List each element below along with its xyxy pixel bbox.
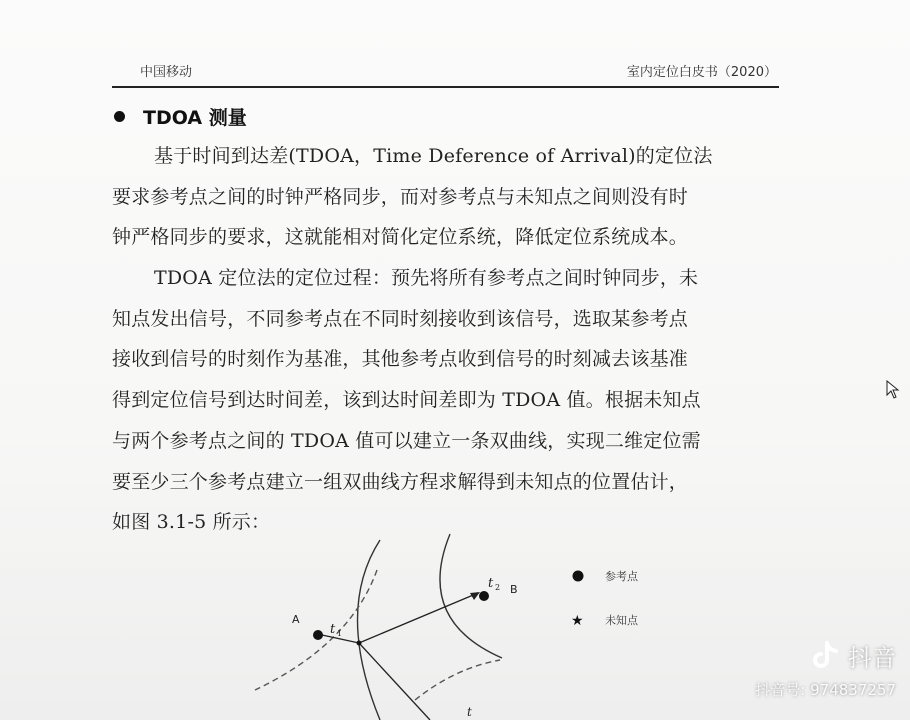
reference-point-a	[313, 630, 323, 640]
paragraph-2-line: 知点发出信号，不同参考点在不同时刻接收到该信号，选取某参考点	[112, 307, 689, 330]
signal-line-down	[359, 643, 430, 720]
point-a-label: A	[292, 613, 300, 626]
legend-reference-point-icon	[573, 571, 584, 582]
paragraph-2-line: 得到定位信号到达时间差，该到达时间差即为 TDOA 值。根据未知点	[112, 389, 701, 412]
tdoa-hyperbola-figure	[230, 530, 690, 720]
signal-line-to-b	[359, 593, 478, 643]
hyperbola-arc-left	[358, 540, 381, 720]
header-organization: 中国移动	[140, 65, 193, 80]
watermark-account-id: 抖音号: 974837257	[755, 681, 896, 699]
t2-label: t	[488, 576, 494, 591]
point-b-label: B	[510, 583, 518, 596]
section-title: TDOA 测量	[143, 106, 247, 129]
legend-unknown-label: 未知点	[605, 614, 638, 627]
paragraph-2-line: 如图 3.1-5 所示：	[112, 511, 271, 534]
legend-reference-label: 参考点	[605, 570, 638, 583]
t1-label: t	[330, 622, 336, 637]
section-heading	[112, 102, 247, 130]
mouse-cursor-icon	[886, 380, 900, 400]
paragraph-2-line: 要至少三个参考点建立一组双曲线方程求解得到未知点的位置估计，	[112, 470, 689, 493]
unknown-point	[357, 641, 362, 646]
reference-point-b	[479, 591, 489, 601]
t1-subscript: 1	[337, 629, 343, 638]
watermark-brand: 抖音	[848, 644, 896, 672]
paragraph-2-line: 与两个参考点之间的 TDOA 值可以建立一条双曲线，实现二维定位需	[112, 429, 701, 452]
body-text	[112, 136, 780, 543]
hyperbola-dashed-arc-bottom	[415, 660, 500, 700]
bullet-icon	[114, 111, 125, 122]
paragraph-2-line: 接收到信号的时刻作为基准，其他参考点收到信号的时刻减去该基准	[112, 348, 689, 371]
t3-label: t	[467, 705, 472, 719]
paragraph-1-line: 基于时间到达差(TDOA，Time Deference of Arrival)的定位法	[154, 145, 713, 167]
video-watermark	[755, 638, 896, 700]
hyperbola-dashed-arc-left	[255, 570, 377, 690]
paragraph-1-line: 钟严格同步的要求，这就能相对简化定位系统，降低定位系统成本。	[112, 226, 689, 249]
douyin-logo-icon	[808, 639, 842, 673]
paragraph-2-line: TDOA 定位法的定位过程：预先将所有参考点之间时钟同步，未	[154, 267, 699, 290]
page-header	[112, 58, 779, 88]
header-document-title: 室内定位白皮书（2020）	[626, 65, 777, 80]
legend-star-icon: ★	[571, 613, 584, 629]
paragraph-1-line: 要求参考点之间的时钟严格同步，而对参考点与未知点之间则没有时	[112, 185, 689, 208]
t2-subscript: 2	[495, 583, 501, 592]
